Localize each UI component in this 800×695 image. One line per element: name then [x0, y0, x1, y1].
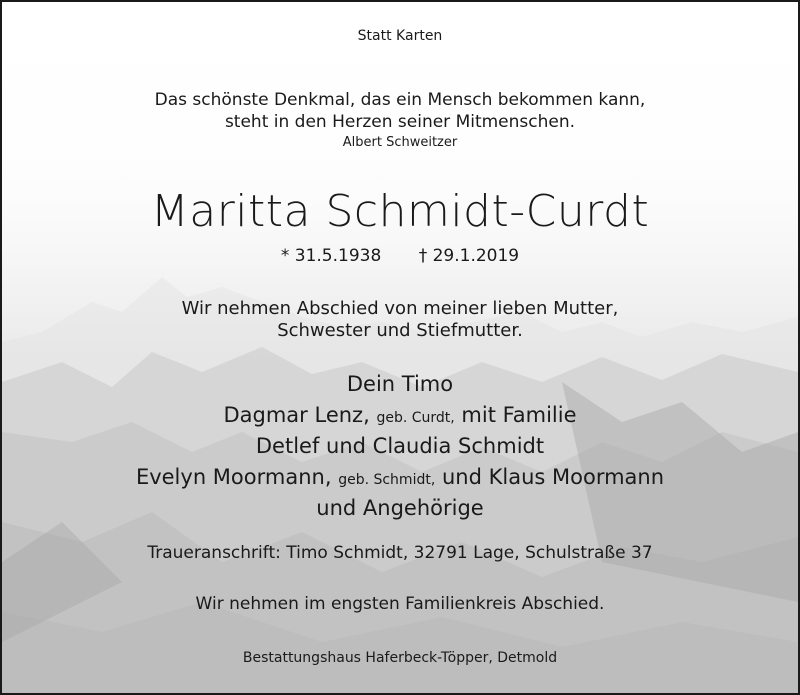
mourner-line-4 [2, 465, 798, 489]
maiden-name-note: geb. Curdt, [376, 410, 455, 426]
message-line-2: Schwester und Stiefmutter. [277, 320, 523, 341]
mourner-line-2 [2, 403, 798, 427]
mourner-line-3: Detlef und Claudia Schmidt [255, 434, 545, 458]
mourner-line-1: Dein Timo [346, 372, 454, 396]
deceased-name: Maritta Schmidt-Curdt [150, 186, 650, 237]
mourner-suffix: und Klaus Moormann [441, 465, 665, 489]
quote-author: Albert Schweitzer [342, 135, 458, 150]
quote-line-1: Das schönste Denkmal, das ein Mensch bekommen kann, [154, 90, 646, 110]
mourning-address: Traueranschrift: Timo Schmidt, 32791 Lage, Schulstraße 37 [147, 543, 653, 563]
funeral-home: Bestattungshaus Haferbeck-Töpper, Detmold [242, 650, 558, 666]
death-date: † 29.1.2019 [418, 246, 520, 266]
farewell-note: Wir nehmen im engsten Familienkreis Abschied. [195, 594, 605, 614]
mourner-name: Evelyn Moormann, [135, 465, 332, 489]
notice-header: Statt Karten [357, 28, 443, 44]
mourner-name: Dagmar Lenz, [223, 403, 370, 427]
notice-content [2, 2, 798, 693]
mourner-suffix: mit Familie [461, 403, 577, 427]
mourner-line-5: und Angehörige [316, 496, 484, 520]
quote-line-2: steht in den Herzen seiner Mitmenschen. [224, 112, 576, 132]
message-line-1: Wir nehmen Abschied von meiner lieben Mutter, [181, 298, 619, 319]
maiden-name-note: geb. Schmidt, [338, 472, 436, 488]
life-dates [2, 246, 798, 266]
birth-date: * 31.5.1938 [280, 246, 382, 266]
